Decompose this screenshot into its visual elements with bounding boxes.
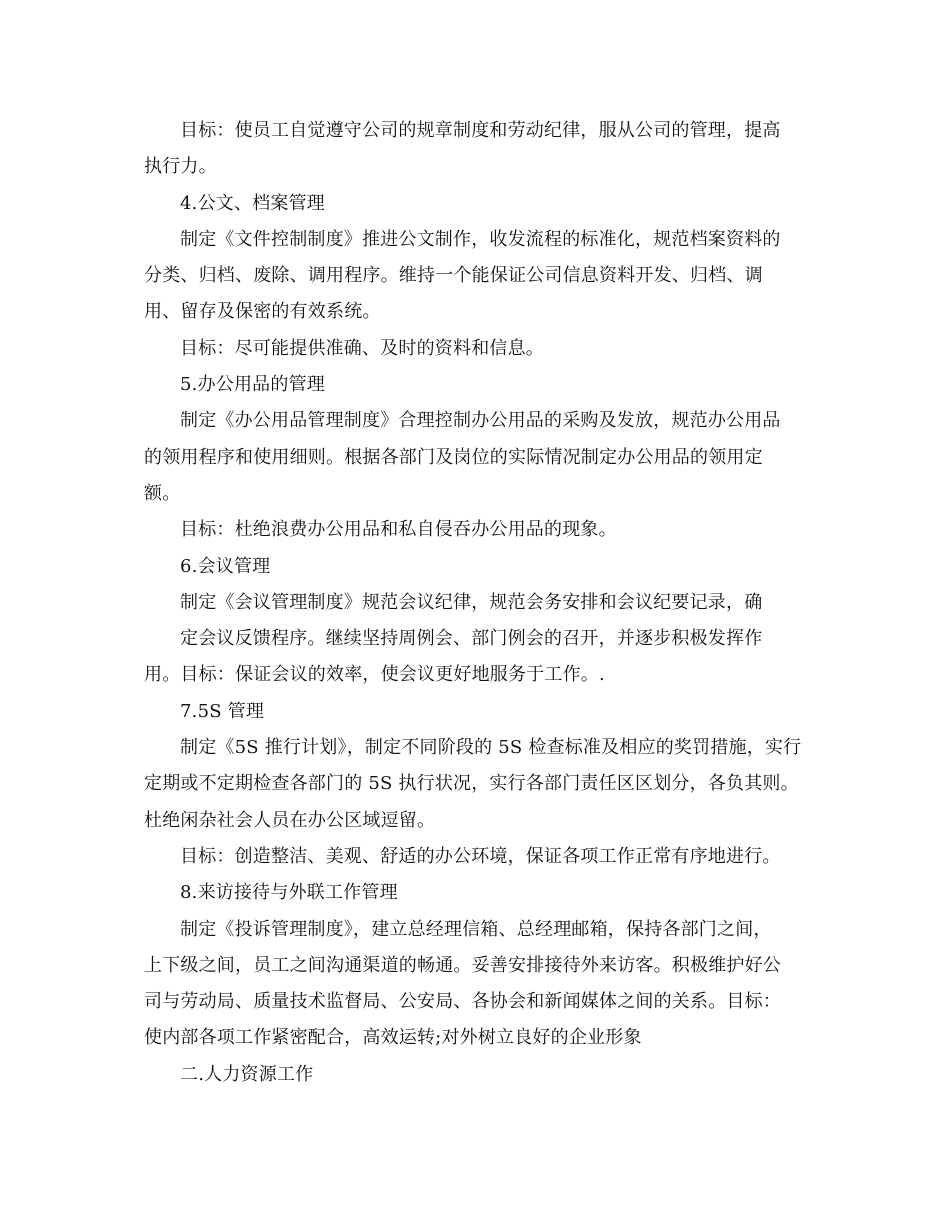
- paragraph-line: 目标：尽可能提供准确、及时的资料和信息。: [180, 338, 544, 359]
- paragraph-line: 额。: [144, 483, 181, 504]
- section-heading: 5.办公用品的管理: [180, 374, 325, 395]
- paragraph-line: 司与劳动局、质量技术监督局、公安局、各协会和新闻媒体之间的关系。目标：: [144, 991, 781, 1012]
- paragraph-line: 的领用程序和使用细则。根据各部门及岗位的实际情况制定办公用品的领用定: [144, 447, 763, 468]
- paragraph-line: 用、留存及保密的有效系统。: [144, 301, 381, 322]
- paragraph-line: 制定《5S 推行计划》，制定不同阶段的 5S 检查标准及相应的奖罚措施，实行: [180, 737, 802, 758]
- section-heading: 8.来访接待与外联工作管理: [180, 882, 398, 903]
- paragraph-line: 制定《会议管理制度》规范会议纪律，规范会务安排和会议纪要记录，确: [180, 592, 763, 613]
- paragraph-line: 用。目标：保证会议的效率，使会议更好地服务于工作。.: [144, 664, 605, 685]
- paragraph-line: 分类、归档、废除、调用程序。维持一个能保证公司信息资料开发、归档、调: [144, 265, 763, 286]
- paragraph-line: 制定《文件控制制度》推进公文制作，收发流程的标准化，规范档案资料的: [180, 229, 781, 250]
- section-heading: 7.5S 管理: [180, 701, 265, 722]
- section-heading: 二.人力资源工作: [180, 1064, 314, 1085]
- paragraph-line: 上下级之间，员工之间沟通渠道的畅通。妥善安排接待外来访客。积极维护好公: [144, 955, 781, 976]
- paragraph-line: 目标：使员工自觉遵守公司的规章制度和劳动纪律，服从公司的管理，提高: [180, 120, 781, 141]
- paragraph-line: 执行力。: [144, 156, 217, 177]
- paragraph-line: 定会议反馈程序。继续坚持周例会、部门例会的召开，并逐步积极发挥作: [180, 628, 763, 649]
- section-heading: 6.会议管理: [180, 556, 271, 577]
- section-heading: 4.公文、档案管理: [180, 193, 325, 214]
- paragraph-line: 定期或不定期检查各部门的 5S 执行状况，实行各部门责任区区划分，各负其则。: [144, 773, 799, 794]
- paragraph-line: 目标：创造整洁、美观、舒适的办公环境，保证各项工作正常有序地进行。: [180, 846, 781, 867]
- paragraph-line: 目标：杜绝浪费办公用品和私自侵吞办公用品的现象。: [180, 519, 617, 540]
- paragraph-line: 杜绝闲杂社会人员在办公区域逗留。: [144, 810, 436, 831]
- paragraph-line: 使内部各项工作紧密配合，高效运转;对外树立良好的企业形象: [144, 1027, 642, 1048]
- paragraph-line: 制定《投诉管理制度》，建立总经理信箱、总经理邮箱，保持各部门之间，: [180, 919, 772, 940]
- paragraph-line: 制定《办公用品管理制度》合理控制办公用品的采购及发放，规范办公用品: [180, 410, 781, 431]
